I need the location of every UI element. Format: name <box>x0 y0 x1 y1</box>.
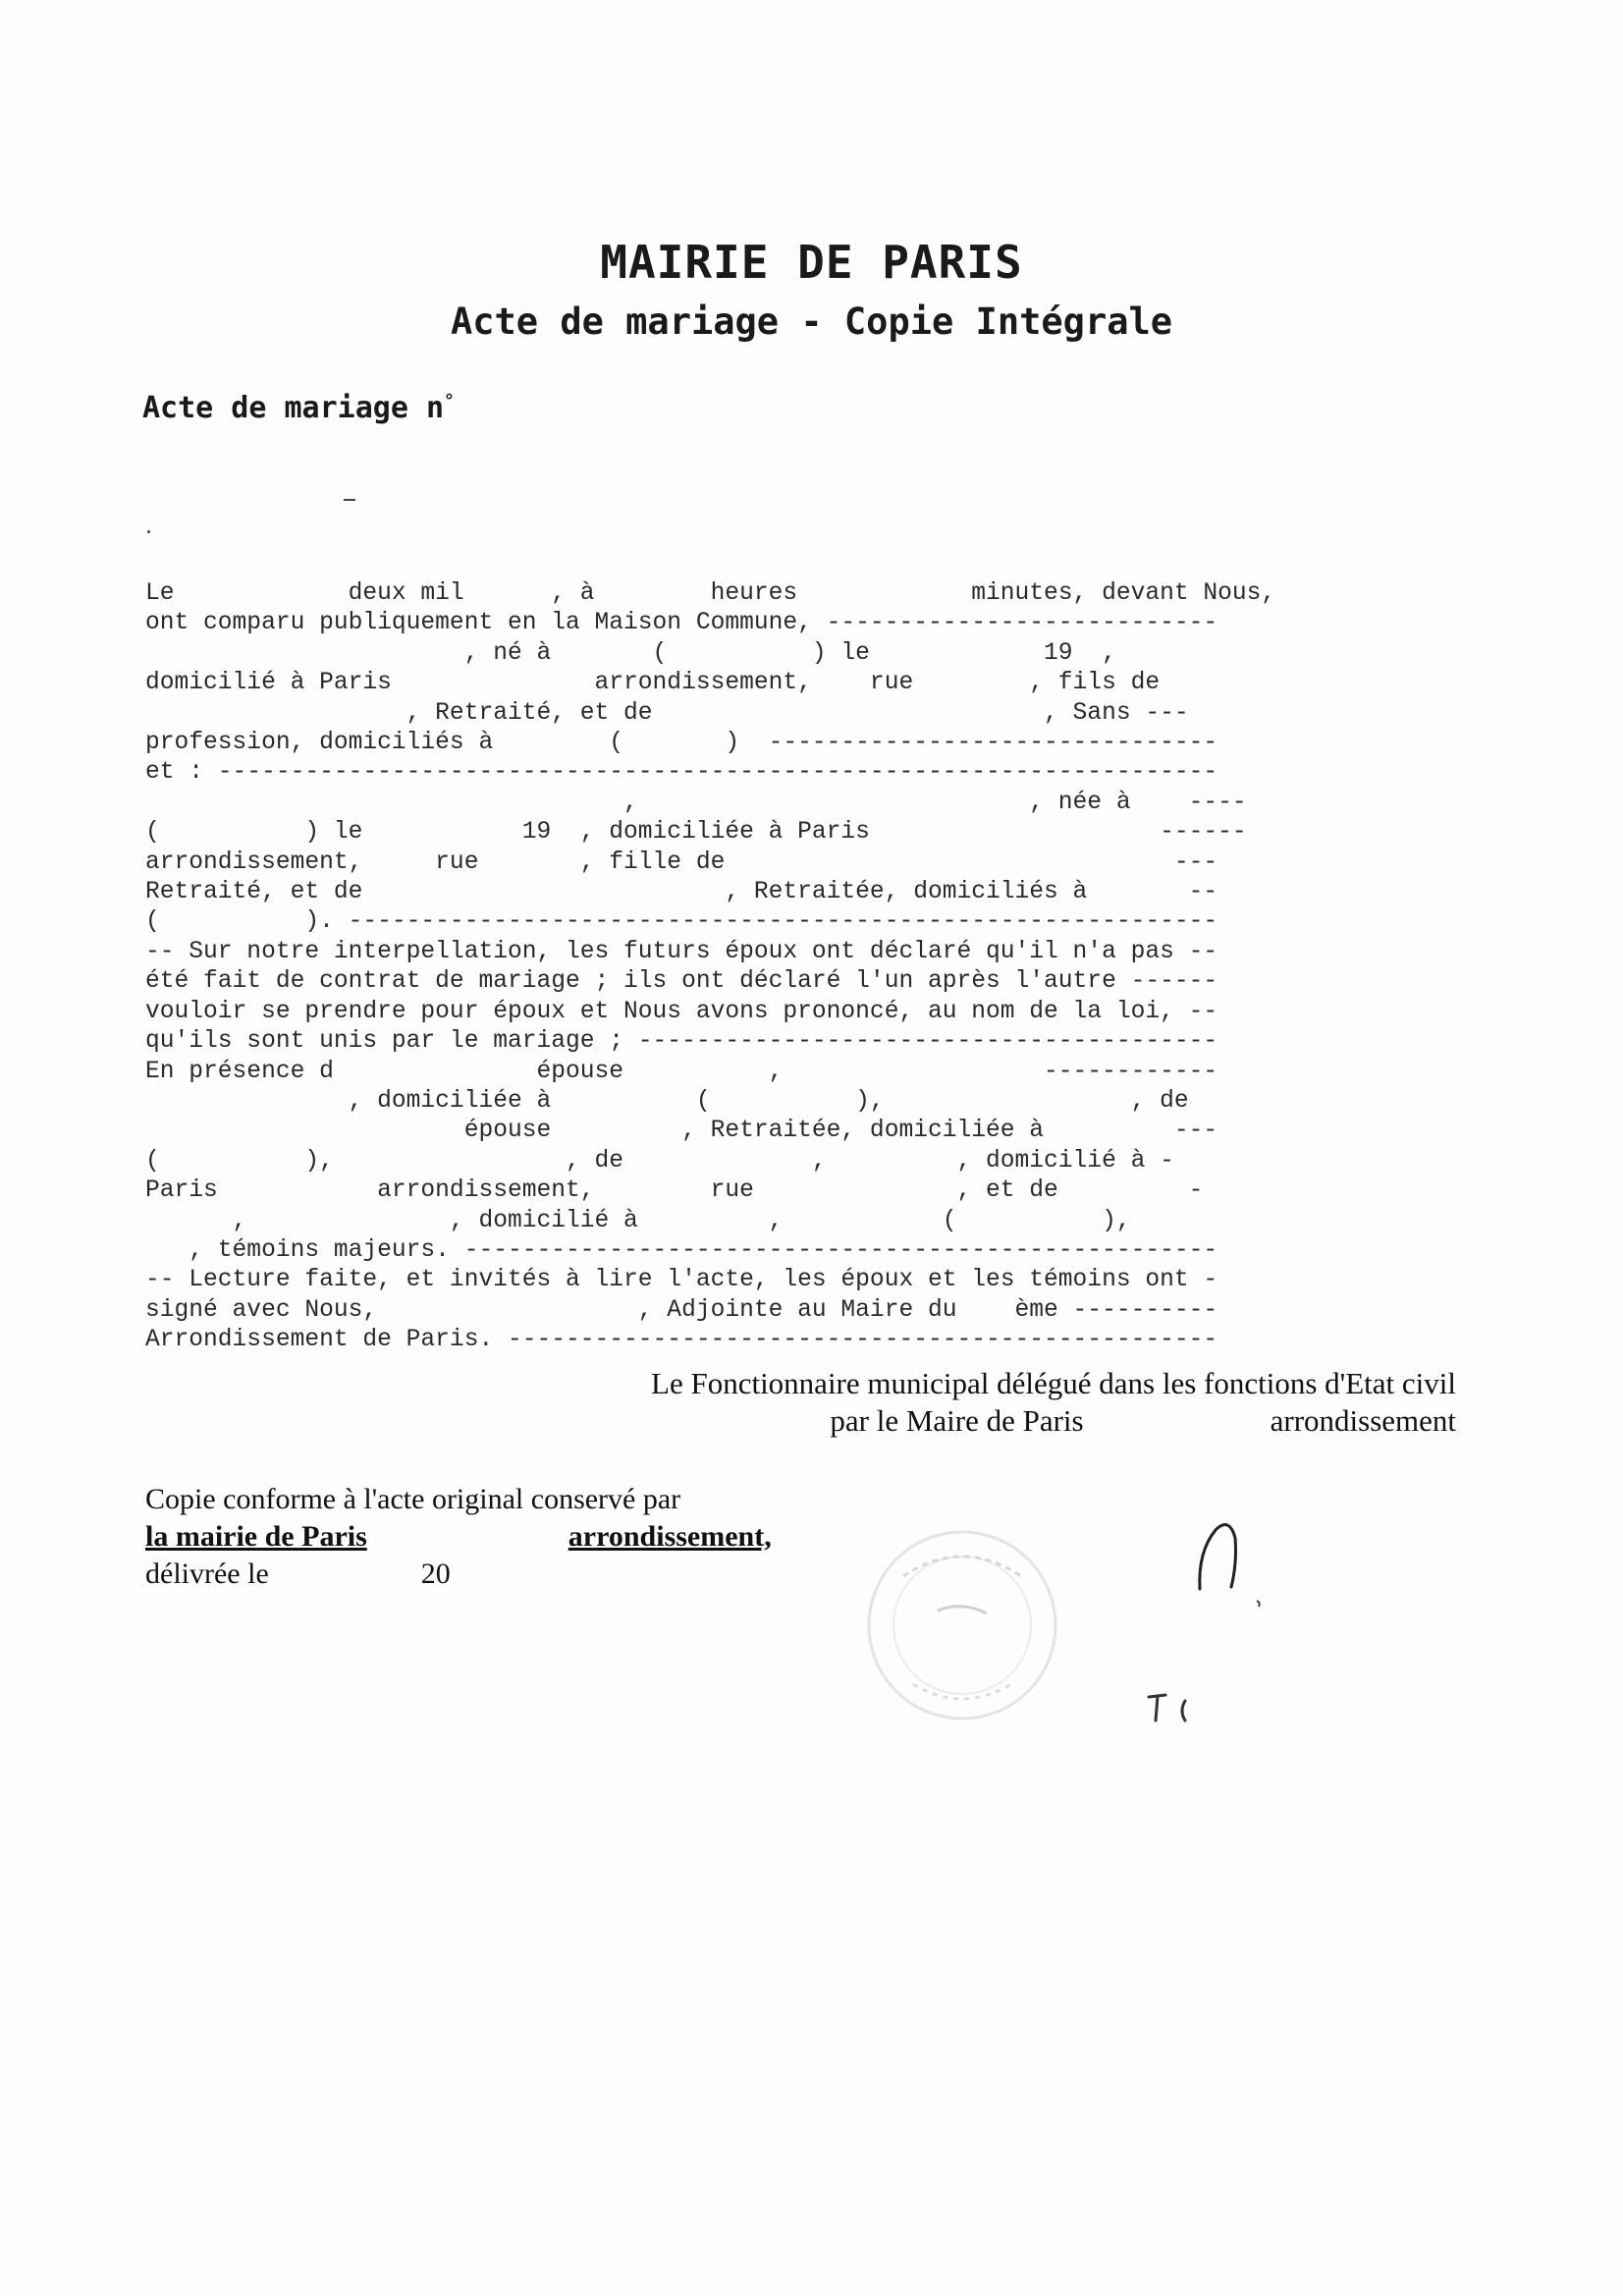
redaction-mark <box>344 499 355 501</box>
copy-arrondissement-text: arrondissement, <box>568 1520 772 1553</box>
copy-mairie-text: la mairie de Paris <box>145 1520 367 1553</box>
acte-number-text: Acte de mariage n <box>142 391 445 425</box>
certified-copy-statement <box>145 1481 815 1593</box>
copy-line-2 <box>145 1518 815 1556</box>
officer-statement <box>651 1365 1456 1440</box>
officer-line-2 <box>651 1402 1456 1440</box>
officer-line-2-part-1: par le Maire de Paris <box>830 1403 1084 1438</box>
copy-issued-label: délivrée le <box>145 1558 269 1590</box>
copy-line-3 <box>145 1556 815 1593</box>
signature-initials-mark <box>1144 1687 1203 1726</box>
official-seal-stamp <box>864 1517 1090 1743</box>
officer-line-2-part-2: arrondissement <box>1270 1403 1456 1438</box>
acte-number-degree: ° <box>444 391 455 411</box>
document-title: MAIRIE DE PARIS <box>600 236 1023 289</box>
copy-issued-year: 20 <box>420 1558 451 1590</box>
copy-line-2-underlined <box>145 1518 815 1556</box>
acte-body-text: Le deux mil , à heures minutes, devant Nous, ont comparu publiquement en la Maison Commune, --------------------------- , né à ( ) le 19 , domicilié à Paris arrondissement, rue , fils de , Retraité, et de , Sans --- profession, domiciliés à ( ) ------------------------------- et : --------------------------------------------------------------------- , , née à ---- ( ) le 19 , domiciliée à Paris ------ arrondissement, rue , fille de --- Retraité, et de , Retraitée, domiciliés à -- ( ). ------------------------------------------------------------ -- Sur notre interpellation, les futurs époux ont déclaré qu'il n'a pas -- été fait de contrat de mariage ; ils ont déclaré l'un après l'autre ------ vouloir se prendre pour époux et Nous avons prononcé, au nom de la loi, -- qu'ils sont unis par le mariage ; ---------------------------------------- En présence d épouse , ------------ , domiciliée à ( ), , de épouse , Retraitée, domiciliée à --- ( ), , de , , domicilié à - Paris arrondissement, rue , et de - , , domicilié à , ( ), , témoins majeurs. ---------------------------------------------------- -- Lecture faite, et invités à lire l'acte, les époux et les témoins ont - signé avec Nous, , Adjointe au Maire du ème ---------- Arrondissement de Paris. ------------------------------------------------- <box>145 580 1276 1354</box>
copy-line-1: Copie conforme à l'acte original conservé par <box>145 1483 681 1515</box>
redaction-dot <box>147 530 150 533</box>
acte-number-label <box>142 391 455 425</box>
officer-line-1: Le Fonctionnaire municipal délégué dans les fonctions d'Etat civil <box>651 1366 1456 1400</box>
signature-mark <box>1188 1512 1286 1611</box>
document-subtitle: Acte de mariage - Copie Intégrale <box>450 301 1173 343</box>
